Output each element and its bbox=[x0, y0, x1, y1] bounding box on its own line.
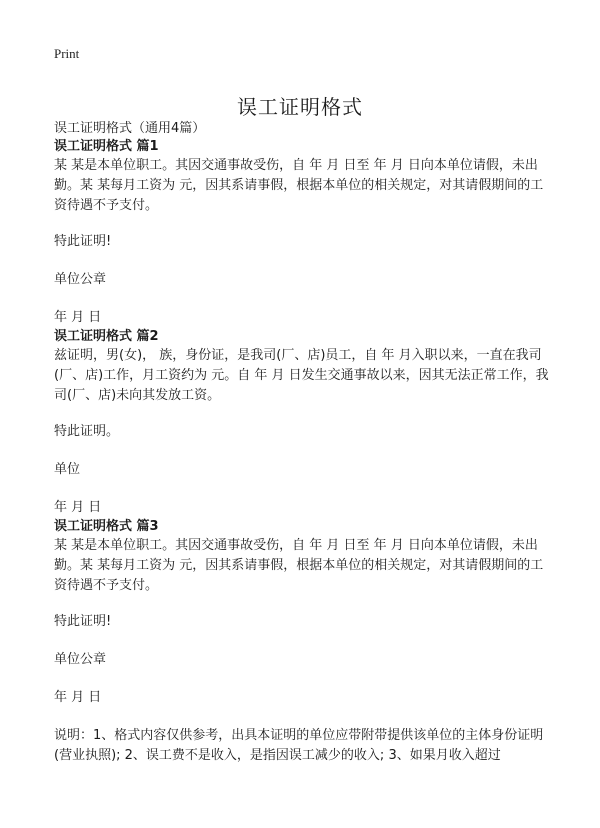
section-3-signature: 单位公章 bbox=[54, 652, 107, 667]
print-link[interactable]: Print bbox=[54, 46, 80, 61]
document-subtitle: 误工证明格式（通用4篇） bbox=[54, 121, 206, 136]
section-2-body: 兹证明，男(女)， 族，身份证，是我司(厂、店)员工，自 年 月入职以来，一直在我司(厂、店)工作，月工资约为 元。自 年 月 日发生交通事故以来，因其无法正常工作，我司(厂、店)未向其发放工资。 bbox=[54, 348, 549, 403]
section-heading-2: 误工证明格式 篇2 bbox=[54, 329, 159, 344]
section-3-body: 某 某是本单位职工。其因交通事故受伤，自 年 月 日至 年 月 日向本单位请假，未出勤。某 某每月工资为 元，因其系请事假，根据本单位的相关规定，对其请假期间的工资待遇不予支付。 bbox=[54, 538, 544, 593]
section-3-date: 年 月 日 bbox=[54, 690, 102, 705]
section-3-closing: 特此证明! bbox=[54, 614, 112, 629]
section-1-closing: 特此证明! bbox=[54, 234, 112, 249]
section-heading-3: 误工证明格式 篇3 bbox=[54, 519, 159, 534]
section-heading-1: 误工证明格式 篇1 bbox=[54, 139, 159, 154]
section-2-signature: 单位 bbox=[54, 462, 81, 477]
section-1-signature: 单位公章 bbox=[54, 272, 107, 287]
document-title: 误工证明格式 bbox=[237, 95, 363, 120]
section-2-date: 年 月 日 bbox=[54, 500, 102, 515]
section-1-body: 某 某是本单位职工。其因交通事故受伤，自 年 月 日至 年 月 日向本单位请假，未出勤。某 某每月工资为 元，因其系请事假，根据本单位的相关规定，对其请假期间的工资待遇不予支付。 bbox=[54, 158, 544, 213]
section-2-closing: 特此证明。 bbox=[54, 424, 120, 439]
section-1-date: 年 月 日 bbox=[54, 310, 102, 325]
document-note: 说明：1、格式内容仅供参考，出具本证明的单位应带附带提供该单位的主体身份证明(营业执照); 2、误工费不是收入，是指因误工减少的收入; 3、如果月收入超过 bbox=[54, 728, 544, 763]
document-content bbox=[54, 120, 552, 766]
